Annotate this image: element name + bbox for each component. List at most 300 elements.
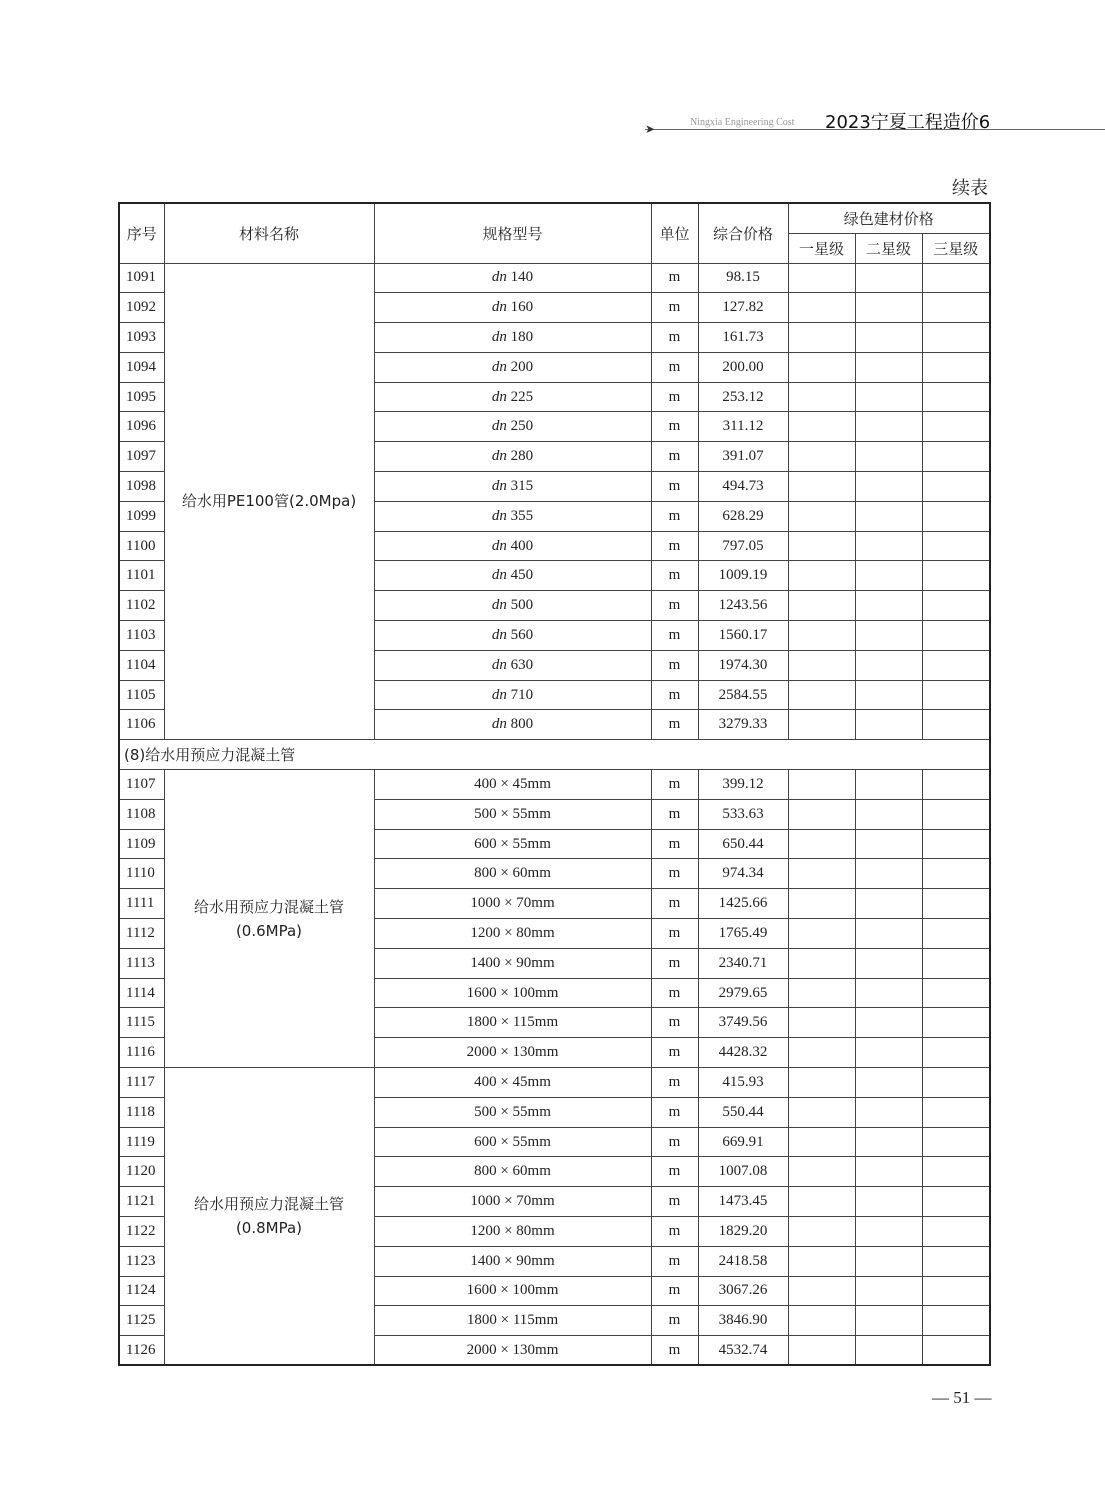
green-price-cell [788, 1157, 855, 1187]
green-price-cell [788, 978, 855, 1008]
spec-size: 450 [506, 567, 534, 584]
unit-cell: m [651, 829, 698, 859]
green-price-cell [855, 948, 922, 978]
seq-cell: 1108 [119, 799, 164, 829]
spec-cell [374, 591, 651, 621]
green-price-cell [788, 591, 855, 621]
price-cell: 1829.20 [698, 1217, 788, 1247]
seq-cell: 1103 [119, 621, 164, 651]
seq-cell: 1116 [119, 1038, 164, 1068]
unit-cell: m [651, 1008, 698, 1038]
green-price-cell [855, 382, 922, 412]
spec-prefix: dn [491, 537, 507, 554]
spec-size: 355 [506, 507, 534, 524]
green-price-cell [922, 978, 990, 1008]
col-name: 材料名称 [164, 203, 374, 263]
unit-cell: m [651, 1276, 698, 1306]
green-price-cell [788, 531, 855, 561]
unit-cell: m [651, 442, 698, 472]
spec-size: 315 [506, 477, 534, 494]
green-price-cell [788, 442, 855, 472]
green-price-cell [855, 1217, 922, 1247]
seq-cell: 1113 [119, 948, 164, 978]
green-price-cell [788, 710, 855, 740]
green-price-cell [855, 859, 922, 889]
seq-cell: 1093 [119, 323, 164, 353]
spec-cell [374, 680, 651, 710]
spec-cell: 2000 × 130mm [374, 1038, 651, 1068]
spec-prefix: dn [491, 716, 507, 733]
price-cell: 200.00 [698, 352, 788, 382]
spec-cell [374, 442, 651, 472]
unit-cell: m [651, 293, 698, 323]
unit-cell: m [651, 472, 698, 502]
price-table [118, 202, 991, 1366]
seq-cell: 1117 [119, 1068, 164, 1098]
green-price-cell [855, 1097, 922, 1127]
unit-cell: m [651, 323, 698, 353]
unit-cell: m [651, 1217, 698, 1247]
spec-prefix: dn [491, 507, 507, 524]
price-cell: 399.12 [698, 770, 788, 800]
col-star1: 一星级 [788, 233, 855, 263]
unit-cell: m [651, 621, 698, 651]
spec-cell: 1600 × 100mm [374, 978, 651, 1008]
green-price-cell [922, 710, 990, 740]
green-price-cell [788, 621, 855, 651]
green-price-cell [922, 1038, 990, 1068]
seq-cell: 1092 [119, 293, 164, 323]
green-price-cell [922, 829, 990, 859]
price-cell: 3846.90 [698, 1306, 788, 1336]
green-price-cell [788, 770, 855, 800]
spec-size: 400 [506, 537, 534, 554]
price-cell: 533.63 [698, 799, 788, 829]
col-spec: 规格型号 [374, 203, 651, 263]
green-price-cell [855, 919, 922, 949]
seq-cell: 1121 [119, 1187, 164, 1217]
table-row [119, 1068, 990, 1098]
green-price-cell [922, 1336, 990, 1366]
seq-cell: 1102 [119, 591, 164, 621]
spec-size: 710 [506, 686, 534, 703]
spec-cell: 500 × 55mm [374, 799, 651, 829]
spec-prefix: dn [491, 686, 507, 703]
green-price-cell [855, 1336, 922, 1366]
unit-cell: m [651, 1127, 698, 1157]
green-price-cell [922, 680, 990, 710]
spec-prefix: dn [491, 477, 507, 494]
spec-cell: 400 × 45mm [374, 770, 651, 800]
green-price-cell [855, 442, 922, 472]
material-name-cell: 给水用预应力混凝土管 (0.8MPa) [164, 1068, 374, 1366]
col-star3: 三星级 [922, 233, 990, 263]
green-price-cell [922, 382, 990, 412]
green-price-cell [922, 650, 990, 680]
spec-cell: 1000 × 70mm [374, 889, 651, 919]
green-price-cell [855, 1246, 922, 1276]
unit-cell: m [651, 770, 698, 800]
green-price-cell [922, 799, 990, 829]
green-price-cell [855, 531, 922, 561]
unit-cell: m [651, 382, 698, 412]
unit-cell: m [651, 1097, 698, 1127]
green-price-cell [855, 978, 922, 1008]
green-price-cell [788, 1276, 855, 1306]
spec-prefix: dn [491, 269, 507, 286]
col-price: 综合价格 [698, 203, 788, 263]
spec-cell [374, 263, 651, 293]
price-cell: 3279.33 [698, 710, 788, 740]
spec-cell: 600 × 55mm [374, 1127, 651, 1157]
green-price-cell [788, 1068, 855, 1098]
green-price-cell [788, 1217, 855, 1247]
green-price-cell [922, 1157, 990, 1187]
green-price-cell [922, 501, 990, 531]
spec-size: 225 [506, 388, 534, 405]
unit-cell: m [651, 710, 698, 740]
green-price-cell [788, 1038, 855, 1068]
table-row [119, 770, 990, 800]
green-price-cell [788, 412, 855, 442]
green-price-cell [855, 829, 922, 859]
green-price-cell [855, 710, 922, 740]
price-cell: 4532.74 [698, 1336, 788, 1366]
green-price-cell [855, 1187, 922, 1217]
green-price-cell [855, 352, 922, 382]
unit-cell: m [651, 591, 698, 621]
price-cell: 1765.49 [698, 919, 788, 949]
green-price-cell [855, 621, 922, 651]
price-cell: 391.07 [698, 442, 788, 472]
green-price-cell [855, 799, 922, 829]
green-price-cell [855, 412, 922, 442]
spec-prefix: dn [491, 448, 507, 465]
price-cell: 415.93 [698, 1068, 788, 1098]
unit-cell: m [651, 1068, 698, 1098]
green-price-cell [922, 442, 990, 472]
continued-label: 续表 [952, 178, 988, 199]
green-price-cell [855, 501, 922, 531]
unit-cell: m [651, 1187, 698, 1217]
green-price-cell [922, 1217, 990, 1247]
spec-cell: 500 × 55mm [374, 1097, 651, 1127]
seq-cell: 1115 [119, 1008, 164, 1038]
spec-size: 180 [506, 328, 534, 345]
spec-cell [374, 412, 651, 442]
green-price-cell [788, 680, 855, 710]
spec-size: 560 [506, 626, 534, 643]
table-row [119, 263, 990, 293]
spec-cell: 1800 × 115mm [374, 1008, 651, 1038]
green-price-cell [922, 1306, 990, 1336]
green-price-cell [922, 263, 990, 293]
seq-cell: 1097 [119, 442, 164, 472]
spec-cell [374, 710, 651, 740]
spec-cell: 800 × 60mm [374, 859, 651, 889]
spec-prefix: dn [491, 418, 507, 435]
green-price-cell [855, 1276, 922, 1306]
price-cell: 4428.32 [698, 1038, 788, 1068]
seq-cell: 1105 [119, 680, 164, 710]
spec-cell [374, 531, 651, 561]
spec-size: 160 [506, 299, 534, 316]
green-price-cell [855, 1038, 922, 1068]
spec-cell: 1800 × 115mm [374, 1306, 651, 1336]
spec-cell: 1400 × 90mm [374, 948, 651, 978]
seq-cell: 1094 [119, 352, 164, 382]
price-cell: 1425.66 [698, 889, 788, 919]
green-price-cell [855, 1306, 922, 1336]
green-price-cell [922, 889, 990, 919]
green-price-cell [788, 501, 855, 531]
seq-cell: 1091 [119, 263, 164, 293]
unit-cell: m [651, 859, 698, 889]
section-row [119, 740, 990, 770]
price-cell: 1007.08 [698, 1157, 788, 1187]
material-name-cell: 给水用预应力混凝土管 (0.6MPa) [164, 770, 374, 1068]
green-price-cell [855, 770, 922, 800]
green-price-cell [922, 472, 990, 502]
green-price-cell [788, 1008, 855, 1038]
spec-prefix: dn [491, 299, 507, 316]
spec-cell: 1000 × 70mm [374, 1187, 651, 1217]
spec-size: 280 [506, 448, 534, 465]
seq-cell: 1107 [119, 770, 164, 800]
unit-cell: m [651, 650, 698, 680]
green-price-cell [855, 1008, 922, 1038]
price-cell: 1473.45 [698, 1187, 788, 1217]
spec-size: 250 [506, 418, 534, 435]
col-seq: 序号 [119, 203, 164, 263]
unit-cell: m [651, 1336, 698, 1366]
seq-cell: 1126 [119, 1336, 164, 1366]
spec-cell: 800 × 60mm [374, 1157, 651, 1187]
col-star2: 二星级 [855, 233, 922, 263]
green-price-cell [922, 919, 990, 949]
section-heading: (8)给水用预应力混凝土管 [119, 740, 990, 770]
price-cell: 127.82 [698, 293, 788, 323]
spec-cell: 1200 × 80mm [374, 919, 651, 949]
price-cell: 669.91 [698, 1127, 788, 1157]
seq-cell: 1118 [119, 1097, 164, 1127]
green-price-cell [922, 770, 990, 800]
price-cell: 2979.65 [698, 978, 788, 1008]
green-price-cell [922, 1187, 990, 1217]
green-price-cell [922, 352, 990, 382]
green-price-cell [788, 919, 855, 949]
spec-cell: 2000 × 130mm [374, 1336, 651, 1366]
green-price-cell [788, 263, 855, 293]
green-price-cell [788, 1127, 855, 1157]
price-cell: 1243.56 [698, 591, 788, 621]
spec-prefix: dn [491, 358, 507, 375]
unit-cell: m [651, 352, 698, 382]
seq-cell: 1098 [119, 472, 164, 502]
spec-size: 200 [506, 358, 534, 375]
green-price-cell [922, 1127, 990, 1157]
seq-cell: 1120 [119, 1157, 164, 1187]
price-cell: 494.73 [698, 472, 788, 502]
seq-cell: 1099 [119, 501, 164, 531]
spec-size: 630 [506, 656, 534, 673]
price-cell: 311.12 [698, 412, 788, 442]
green-price-cell [855, 293, 922, 323]
spec-cell [374, 561, 651, 591]
seq-cell: 1125 [119, 1306, 164, 1336]
unit-cell: m [651, 978, 698, 1008]
unit-cell: m [651, 889, 698, 919]
price-cell: 550.44 [698, 1097, 788, 1127]
arrow-icon: ➤ [645, 122, 656, 136]
green-price-cell [788, 889, 855, 919]
col-green: 绿色建材价格 [788, 203, 990, 233]
green-price-cell [855, 1157, 922, 1187]
green-price-cell [855, 472, 922, 502]
price-cell: 650.44 [698, 829, 788, 859]
spec-prefix: dn [491, 626, 507, 643]
price-cell: 3067.26 [698, 1276, 788, 1306]
green-price-cell [922, 1008, 990, 1038]
green-price-cell [788, 561, 855, 591]
seq-cell: 1114 [119, 978, 164, 1008]
green-price-cell [788, 829, 855, 859]
seq-cell: 1119 [119, 1127, 164, 1157]
green-price-cell [922, 1097, 990, 1127]
header-english: Ningxia Engineering Cost [690, 117, 795, 128]
unit-cell: m [651, 561, 698, 591]
green-price-cell [788, 859, 855, 889]
spec-size: 800 [506, 716, 534, 733]
green-price-cell [788, 948, 855, 978]
green-price-cell [922, 412, 990, 442]
green-price-cell [855, 323, 922, 353]
seq-cell: 1096 [119, 412, 164, 442]
price-cell: 974.34 [698, 859, 788, 889]
green-price-cell [788, 1306, 855, 1336]
price-cell: 2340.71 [698, 948, 788, 978]
green-price-cell [922, 1276, 990, 1306]
price-cell: 797.05 [698, 531, 788, 561]
green-price-cell [922, 323, 990, 353]
price-cell: 253.12 [698, 382, 788, 412]
header-title: 2023宁夏工程造价6 [825, 112, 991, 133]
seq-cell: 1104 [119, 650, 164, 680]
green-price-cell [788, 1246, 855, 1276]
spec-size: 140 [506, 269, 534, 286]
spec-cell: 1200 × 80mm [374, 1217, 651, 1247]
spec-cell [374, 323, 651, 353]
unit-cell: m [651, 501, 698, 531]
unit-cell: m [651, 680, 698, 710]
seq-cell: 1111 [119, 889, 164, 919]
seq-cell: 1101 [119, 561, 164, 591]
green-price-cell [855, 650, 922, 680]
unit-cell: m [651, 1246, 698, 1276]
green-price-cell [855, 263, 922, 293]
seq-cell: 1095 [119, 382, 164, 412]
green-price-cell [922, 621, 990, 651]
spec-cell [374, 293, 651, 323]
spec-cell: 1600 × 100mm [374, 1276, 651, 1306]
green-price-cell [788, 382, 855, 412]
price-cell: 1560.17 [698, 621, 788, 651]
green-price-cell [922, 859, 990, 889]
unit-cell: m [651, 412, 698, 442]
seq-cell: 1109 [119, 829, 164, 859]
price-cell: 98.15 [698, 263, 788, 293]
green-price-cell [788, 799, 855, 829]
green-price-cell [788, 1187, 855, 1217]
spec-cell [374, 501, 651, 531]
spec-cell: 400 × 45mm [374, 1068, 651, 1098]
spec-cell [374, 472, 651, 502]
seq-cell: 1110 [119, 859, 164, 889]
green-price-cell [788, 1336, 855, 1366]
spec-cell [374, 382, 651, 412]
seq-cell: 1112 [119, 919, 164, 949]
seq-cell: 1122 [119, 1217, 164, 1247]
unit-cell: m [651, 948, 698, 978]
green-price-cell [788, 650, 855, 680]
price-cell: 2418.58 [698, 1246, 788, 1276]
seq-cell: 1100 [119, 531, 164, 561]
green-price-cell [922, 591, 990, 621]
green-price-cell [788, 1097, 855, 1127]
green-price-cell [788, 472, 855, 502]
price-cell: 3749.56 [698, 1008, 788, 1038]
green-price-cell [788, 293, 855, 323]
green-price-cell [855, 889, 922, 919]
green-price-cell [922, 1246, 990, 1276]
unit-cell: m [651, 1306, 698, 1336]
spec-cell [374, 352, 651, 382]
seq-cell: 1106 [119, 710, 164, 740]
col-unit: 单位 [651, 203, 698, 263]
unit-cell: m [651, 799, 698, 829]
page-number: — 51 — [932, 1388, 992, 1407]
green-price-cell [922, 1068, 990, 1098]
spec-prefix: dn [491, 597, 507, 614]
spec-cell [374, 621, 651, 651]
spec-prefix: dn [491, 328, 507, 345]
price-cell: 161.73 [698, 323, 788, 353]
green-price-cell [855, 1068, 922, 1098]
material-name-cell: 给水用PE100管(2.0Mpa) [164, 263, 374, 740]
green-price-cell [922, 561, 990, 591]
spec-prefix: dn [491, 388, 507, 405]
green-price-cell [922, 293, 990, 323]
green-price-cell [855, 561, 922, 591]
green-price-cell [855, 680, 922, 710]
price-cell: 2584.55 [698, 680, 788, 710]
spec-cell [374, 650, 651, 680]
spec-prefix: dn [491, 656, 507, 673]
green-price-cell [855, 1127, 922, 1157]
green-price-cell [788, 323, 855, 353]
seq-cell: 1123 [119, 1246, 164, 1276]
price-cell: 1974.30 [698, 650, 788, 680]
seq-cell: 1124 [119, 1276, 164, 1306]
green-price-cell [855, 591, 922, 621]
price-cell: 628.29 [698, 501, 788, 531]
spec-prefix: dn [491, 567, 507, 584]
spec-size: 500 [506, 597, 534, 614]
green-price-cell [922, 948, 990, 978]
unit-cell: m [651, 1038, 698, 1068]
spec-cell: 600 × 55mm [374, 829, 651, 859]
unit-cell: m [651, 919, 698, 949]
